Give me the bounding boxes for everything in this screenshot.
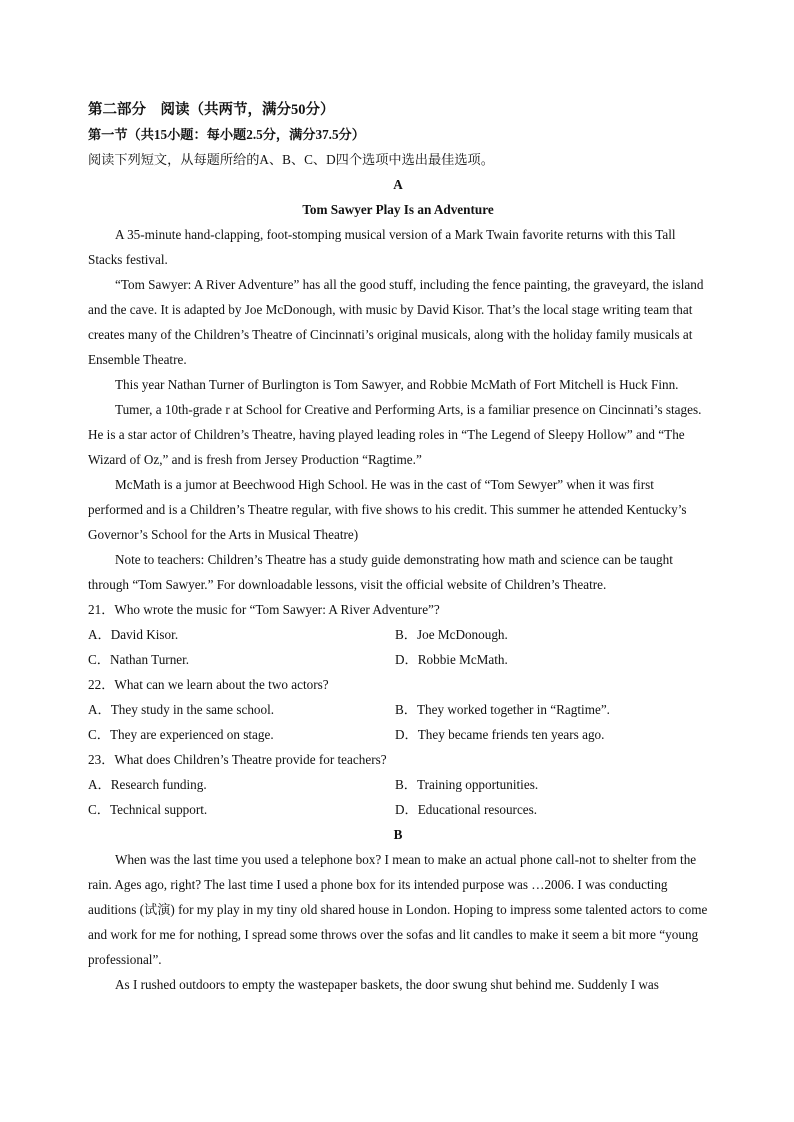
option-c: C．They are experienced on stage. <box>88 727 274 742</box>
question-21 <box>88 597 708 672</box>
option-c: C．Technical support. <box>88 802 208 817</box>
option-d: D．They became friends ten years ago. <box>395 727 605 742</box>
question-stem: 21．Who wrote the music for “Tom Sawyer: A River Adventure”? <box>88 602 440 617</box>
passage-a-paragraph: Note to teachers: Children’s Theatre has a study guide demonstrating how math and science can be taught through “Tom Sawyer.” For downloadable lessons, visit the official website of Children’s Theatre. <box>88 552 673 592</box>
option-a: A．They study in the same school. <box>88 702 275 717</box>
options <box>88 772 708 822</box>
passage-a-label: A <box>393 177 403 192</box>
option-a: A．Research funding. <box>88 777 207 792</box>
passage-a-paragraph: McMath is a jumor at Beechwood High School. He was in the cast of “Tom Sewyer” when it was first performed and is a Children’s Theatre regular, with five shows to his credit. This summer he attended Kentucky’s Governor’s School for the Arts in Musical Theatre) <box>88 477 687 542</box>
passage-b-label: B <box>393 827 403 842</box>
part-title: 第二部分 阅读（共两节，满分50分） <box>88 102 335 118</box>
option-a: A．David Kisor. <box>88 627 179 642</box>
option-b: B．They worked together in “Ragtime”. <box>395 702 610 717</box>
passage-b-paragraph: As I rushed outdoors to empty the wastepaper baskets, the door swung shut behind me. Suddenly I was <box>115 977 659 992</box>
question-22 <box>88 672 708 747</box>
options <box>88 622 708 672</box>
option-c: C．Nathan Turner. <box>88 652 190 667</box>
option-d: D．Robbie McMath. <box>395 652 508 667</box>
passage-a-paragraph: A 35-minute hand-clapping, foot-stomping musical version of a Mark Twain favorite returns with this Tall Stacks festival. <box>88 227 676 267</box>
passage-a-paragraph: This year Nathan Turner of Burlington is Tom Sawyer, and Robbie McMath of Fort Mitchell is Huck Finn. <box>115 377 679 392</box>
options <box>88 697 708 747</box>
instruction: 阅读下列短文，从每题所给的A、B、C、D四个选项中选出最佳选项。 <box>88 152 494 167</box>
page-content <box>88 98 708 997</box>
option-d: D．Educational resources. <box>395 802 538 817</box>
passage-a-title: Tom Sawyer Play Is an Adventure <box>302 202 494 217</box>
passage-b-paragraph: When was the last time you used a telephone box? I mean to make an actual phone call-not to shelter from the rain. Ages ago, right? The last time I used a phone box for its intended purpose was …2006. I was conducting auditions (试演) for my play in my tiny old shared house in London. Hoping to impress some talented actors to come and work for me for nothing, I spread some throws over the sofas and lit candles to make it seem a bit more “young professional”. <box>88 852 708 967</box>
option-b: B．Training opportunities. <box>395 777 539 792</box>
section-title: 第一节（共15小题：每小题2.5分，满分37.5分） <box>88 127 365 142</box>
passage-a-paragraph: Tumer, a 10th-grade r at School for Creative and Performing Arts, is a familiar presence on Cincinnati’s stages. He is a star actor of Children’s Theatre, having played leading roles in “The Legend of Sleepy Hollow” and “The Wizard of Oz,” and is fresh from Jersey Production “Ragtime.” <box>88 402 702 467</box>
option-b: B．Joe McDonough. <box>395 627 508 642</box>
question-stem: 23．What does Children’s Theatre provide for teachers? <box>88 752 387 767</box>
question-stem: 22．What can we learn about the two actors? <box>88 677 329 692</box>
question-23 <box>88 747 708 822</box>
passage-a-paragraph: “Tom Sawyer: A River Adventure” has all the good stuff, including the fence painting, the graveyard, the island and the cave. It is adapted by Joe McDonough, with music by David Kisor. That’s the local stage writing team that creates many of the Children’s Theatre of Cincinnati’s original musicals, along with the holiday family musicals at Ensemble Theatre. <box>88 277 704 367</box>
